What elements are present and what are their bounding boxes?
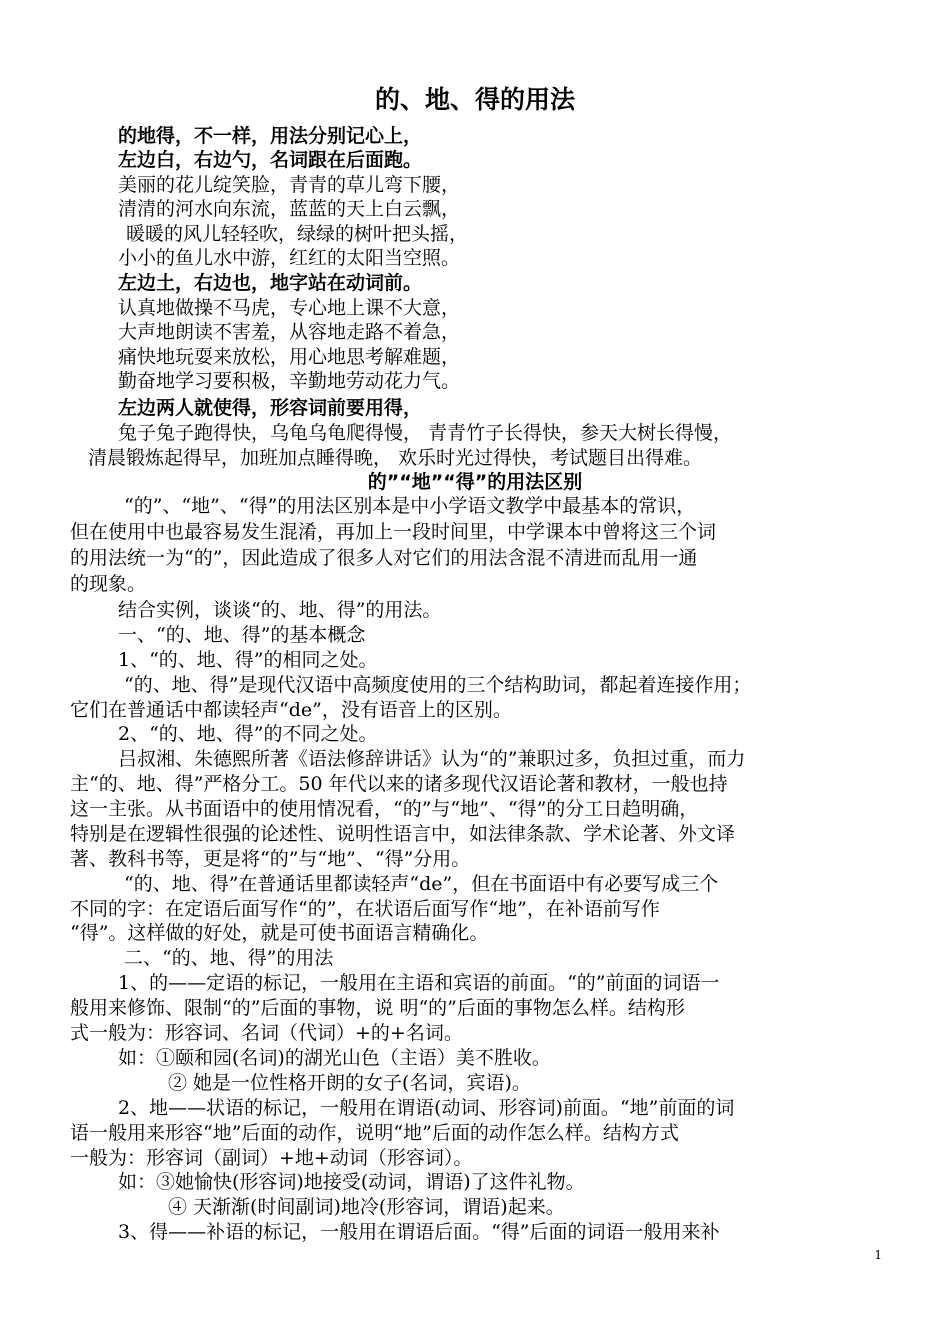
body-line: 的现象。: [70, 573, 147, 595]
rhyme-line: 大声地朗读不害羞，从容地走路不着急，: [118, 321, 461, 343]
rhyme-line: 清清的河水向东流，蓝蓝的天上白云飘，: [118, 198, 461, 220]
section-title: 的”“地”“得”的用法区别: [367, 471, 583, 493]
rhyme-line: 小小的鱼儿水中游，红红的太阳当空照。: [118, 247, 461, 269]
rhyme-line: 左边白，右边勺，名词跟在后面跑。: [118, 149, 423, 171]
rhyme-line: 兔子兔子跑得快，乌龟乌龟爬得慢， 青青竹子长得快，参天大树长得慢，: [118, 422, 733, 444]
rhyme-line: 美丽的花儿绽笑脸，青青的草儿弯下腰，: [118, 174, 461, 196]
body-line: 结合实例，谈谈“的、地、得”的用法。: [118, 599, 442, 621]
body-line: 它们在普通话中都读轻声“de”，没有语音上的区别。: [70, 699, 512, 721]
body-line: 著、教科书等，更是将“的”与“地”、“得”分用。: [70, 848, 471, 870]
rhyme-line: 的地得，不一样，用法分别记心上，: [118, 125, 423, 147]
body-line: 般用来修饰、限制“的”后面的事物，说 明“的”后面的事物怎么样。结构形: [70, 997, 685, 1019]
body-line: 1、的——定语的标记，一般用在主语和宾语的前面。“的”前面的词语一: [118, 972, 720, 994]
rhyme-line: 左边两人就使得，形容词前要用得，: [118, 397, 423, 419]
body-line: 2、地——状语的标记，一般用在谓语(动词、形容词)前面。“地”前面的词: [118, 1097, 735, 1119]
body-line: 主“的、地、得”严格分工。50 年代以来的诸多现代汉语论著和教材，一般也持: [70, 773, 728, 795]
rhyme-line: 左边土，右边也，地字站在动词前。: [118, 272, 423, 294]
body-line: 如：①颐和园(名词)的湖光山色（主语）美不胜收。: [118, 1047, 551, 1069]
body-line: 的用法统一为“的”，因此造成了很多人对它们的用法含混不清进而乱用一通: [70, 547, 698, 569]
body-line: 这一主张。从书面语中的使用情况看，“的”与“地”、“得”的分工日趋明确，: [70, 798, 699, 820]
body-line: “的”、“地”、“得”的用法区别本是中小学语文教学中最基本的常识，: [124, 495, 696, 517]
body-line: 如：③她愉快(形容词)地接受(动词，谓语)了这件礼物。: [118, 1171, 585, 1193]
page-title: 的、地、得的用法: [374, 85, 575, 114]
body-line: 3、得——补语的标记，一般用在谓语后面。“得”后面的词语一般用来补: [118, 1221, 720, 1243]
body-line: “得”。这样做的好处，就是可使书面语言精确化。: [70, 922, 489, 944]
body-line: ④ 天渐渐(时间副词)地冷(形容词，谓语)起来。: [168, 1196, 565, 1218]
page-number: 1: [874, 1248, 882, 1262]
body-line: ② 她是一位性格开朗的女子(名词，宾语)。: [168, 1072, 531, 1094]
body-line: 2、“的、地、得”的不同之处。: [118, 723, 378, 745]
rhyme-line: 痛快地玩耍来放松，用心地思考解难题，: [118, 346, 461, 368]
body-line: 一般为：形容词（副词）+地+动词（形容词）。: [70, 1147, 473, 1169]
body-line: 不同的字：在定语后面写作“的”，在状语后面写作“地”，在补语前写作: [70, 898, 660, 920]
body-line: 特别是在逻辑性很强的论述性、说明性语言中，如法律条款、学术论著、外文译: [70, 823, 736, 845]
body-line: 二、“的、地、得”的用法: [124, 947, 334, 969]
rhyme-line: 暖暖的风儿轻轻吹，绿绿的树叶把头摇，: [126, 223, 469, 245]
body-line: 一、“的、地、得”的基本概念: [118, 624, 366, 646]
body-line: 吕叔湘、朱德熙所著《语法修辞讲话》认为“的”兼职过多，负担过重，而力: [118, 748, 746, 770]
body-line: “的、地、得”是现代汉语中高频度使用的三个结构助词，都起着连接作用；: [124, 674, 752, 696]
rhyme-line: 勤奋地学习要积极，辛勤地劳动花力气。: [118, 370, 461, 392]
rhyme-line: 认真地做操不马虎，专心地上课不大意，: [118, 297, 461, 319]
body-line: “的、地、得”在普通话里都读轻声“de”，但在书面语中有必要写成三个: [124, 873, 719, 895]
body-line: 1、“的、地、得”的相同之处。: [118, 649, 378, 671]
body-line: 但在使用中也最容易发生混淆，再加上一段时间里，中学课本中曾将这三个词: [70, 521, 717, 543]
body-line: 语一般用来形容“地”后面的动作，说明“地”后面的动作怎么样。结构方式: [70, 1122, 679, 1144]
body-line: 式一般为：形容词、名词（代词）+的+名词。: [70, 1022, 463, 1044]
rhyme-line: 清晨锻炼起得早，加班加点睡得晚， 欢乐时光过得快，考试题目出得难。: [88, 447, 703, 469]
